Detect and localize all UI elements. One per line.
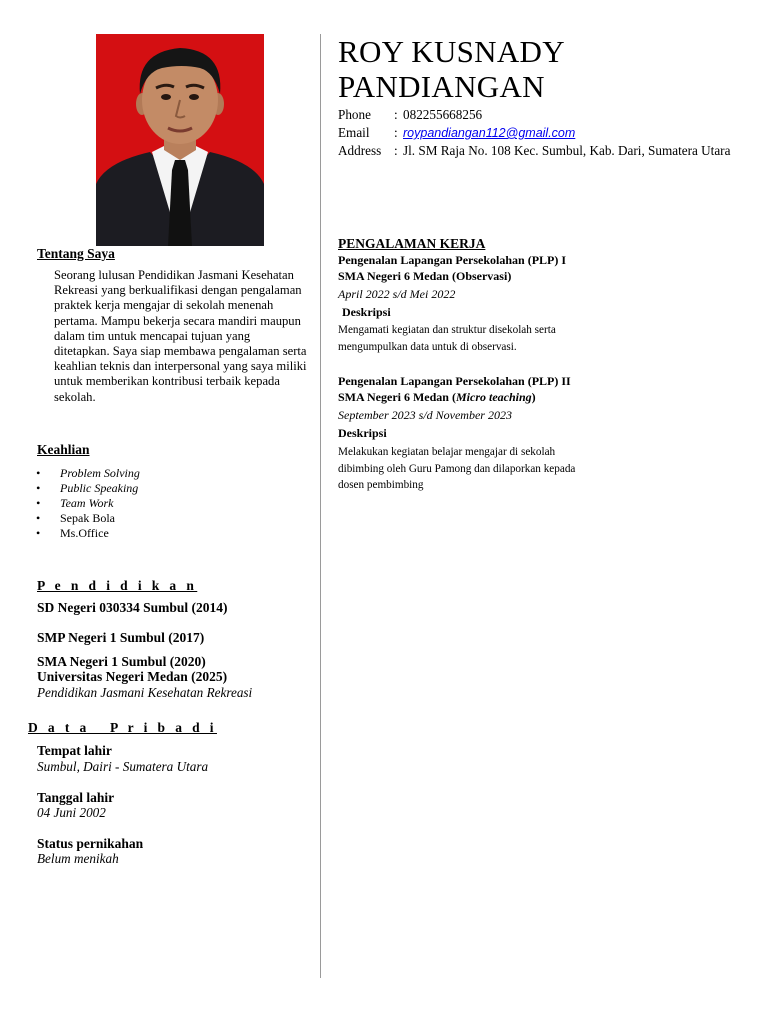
- profile-photo: [96, 34, 264, 246]
- address-value: Jl. SM Raja No. 108 Kec. Sumbul, Kab. Dari, Sumatera Utara: [403, 143, 731, 158]
- job-school: SMA Negeri 6 Medan (Observasi): [338, 269, 512, 283]
- list-item: • Team Work: [36, 496, 140, 511]
- job-period: April 2022 s/d Mei 2022: [338, 287, 456, 301]
- email-link[interactable]: roypandiangan112@gmail.com: [403, 126, 576, 140]
- about-text: Seorang lulusan Pendidikan Jasmani Kesehatan Rekreasi yang berkualifikasi dengan pengalaman praktek kerja mengajar di sekolah menenah pertama. Mampu bekerja secara mandiri maupun dalam tim untuk mencapai tujuan yang ditetapkan. Saya siap membawa pengalaman serta keahlian teknis dan interpersonal yang saya miliki untuk memberikan kontribusi terbaik kepada sekolah.: [54, 268, 307, 404]
- job-title: Pengenalan Lapangan Persekolahan (PLP) I: [338, 253, 567, 267]
- education-title: P e n d i d i k a n: [37, 578, 198, 593]
- address-label: Address: [338, 143, 382, 158]
- colon: :: [394, 143, 398, 158]
- list-item: • Ms.Office: [36, 526, 140, 541]
- contact-phone: [338, 107, 738, 123]
- skills-title: Keahlian: [37, 442, 90, 457]
- birthplace-value: Sumbul, Dairi - Sumatera Utara: [37, 759, 209, 774]
- contact-email: [338, 125, 738, 141]
- column-divider: [320, 34, 321, 978]
- about-title: Tentang Saya: [37, 246, 115, 261]
- colon: :: [394, 107, 398, 122]
- education-university: Universitas Negeri Medan (2025): [37, 669, 228, 684]
- contact-address: [338, 143, 738, 175]
- job-title: Pengenalan Lapangan Persekolahan (PLP) II: [338, 374, 571, 388]
- name-line-1: ROY KUSNADY: [338, 34, 565, 69]
- education-sd: SD Negeri 030334 Sumbul (2014): [37, 600, 228, 615]
- job-desc: Mengamati kegiatan dan struktur disekolah serta mengumpulkan data untuk di observasi.: [338, 324, 556, 353]
- phone-label: Phone: [338, 107, 371, 122]
- education-sma: SMA Negeri 1 Sumbul (2020): [37, 654, 206, 669]
- phone-value: 082255668256: [403, 107, 483, 122]
- education-smp: SMP Negeri 1 Sumbul (2017): [37, 630, 205, 645]
- job-desc-label: Deskripsi: [338, 426, 387, 440]
- list-item: • Public Speaking: [36, 481, 140, 496]
- education-major: Pendidikan Jasmani Kesehatan Rekreasi: [37, 685, 253, 700]
- email-label: Email: [338, 125, 370, 140]
- birthdate-label: Tanggal lahir: [37, 790, 115, 805]
- job-desc: Melakukan kegiatan belajar mengajar di sekolah dibimbing oleh Guru Pamong dan dilaporkan kepada dosen pembimbing: [338, 446, 576, 491]
- job-desc-label: Deskripsi: [342, 305, 391, 319]
- name-line-2: PANDIANGAN: [338, 69, 545, 104]
- list-item: • Problem Solving: [36, 466, 140, 481]
- colon: :: [394, 125, 398, 140]
- marital-label: Status pernikahan: [37, 836, 144, 851]
- full-name: [338, 34, 565, 104]
- personal-title: D a t a P r i b a d i: [28, 720, 217, 735]
- skills-list: [36, 466, 140, 541]
- job-period: September 2023 s/d November 2023: [338, 408, 512, 422]
- marital-value: Belum menikah: [37, 851, 119, 866]
- birthplace-label: Tempat lahir: [37, 743, 112, 758]
- job-school: SMA Negeri 6 Medan (Micro teaching): [338, 390, 536, 404]
- experience-title: PENGALAMAN KERJA: [338, 236, 486, 251]
- list-item: • Sepak Bola: [36, 511, 140, 526]
- birthdate-value: 04 Juni 2002: [37, 805, 106, 820]
